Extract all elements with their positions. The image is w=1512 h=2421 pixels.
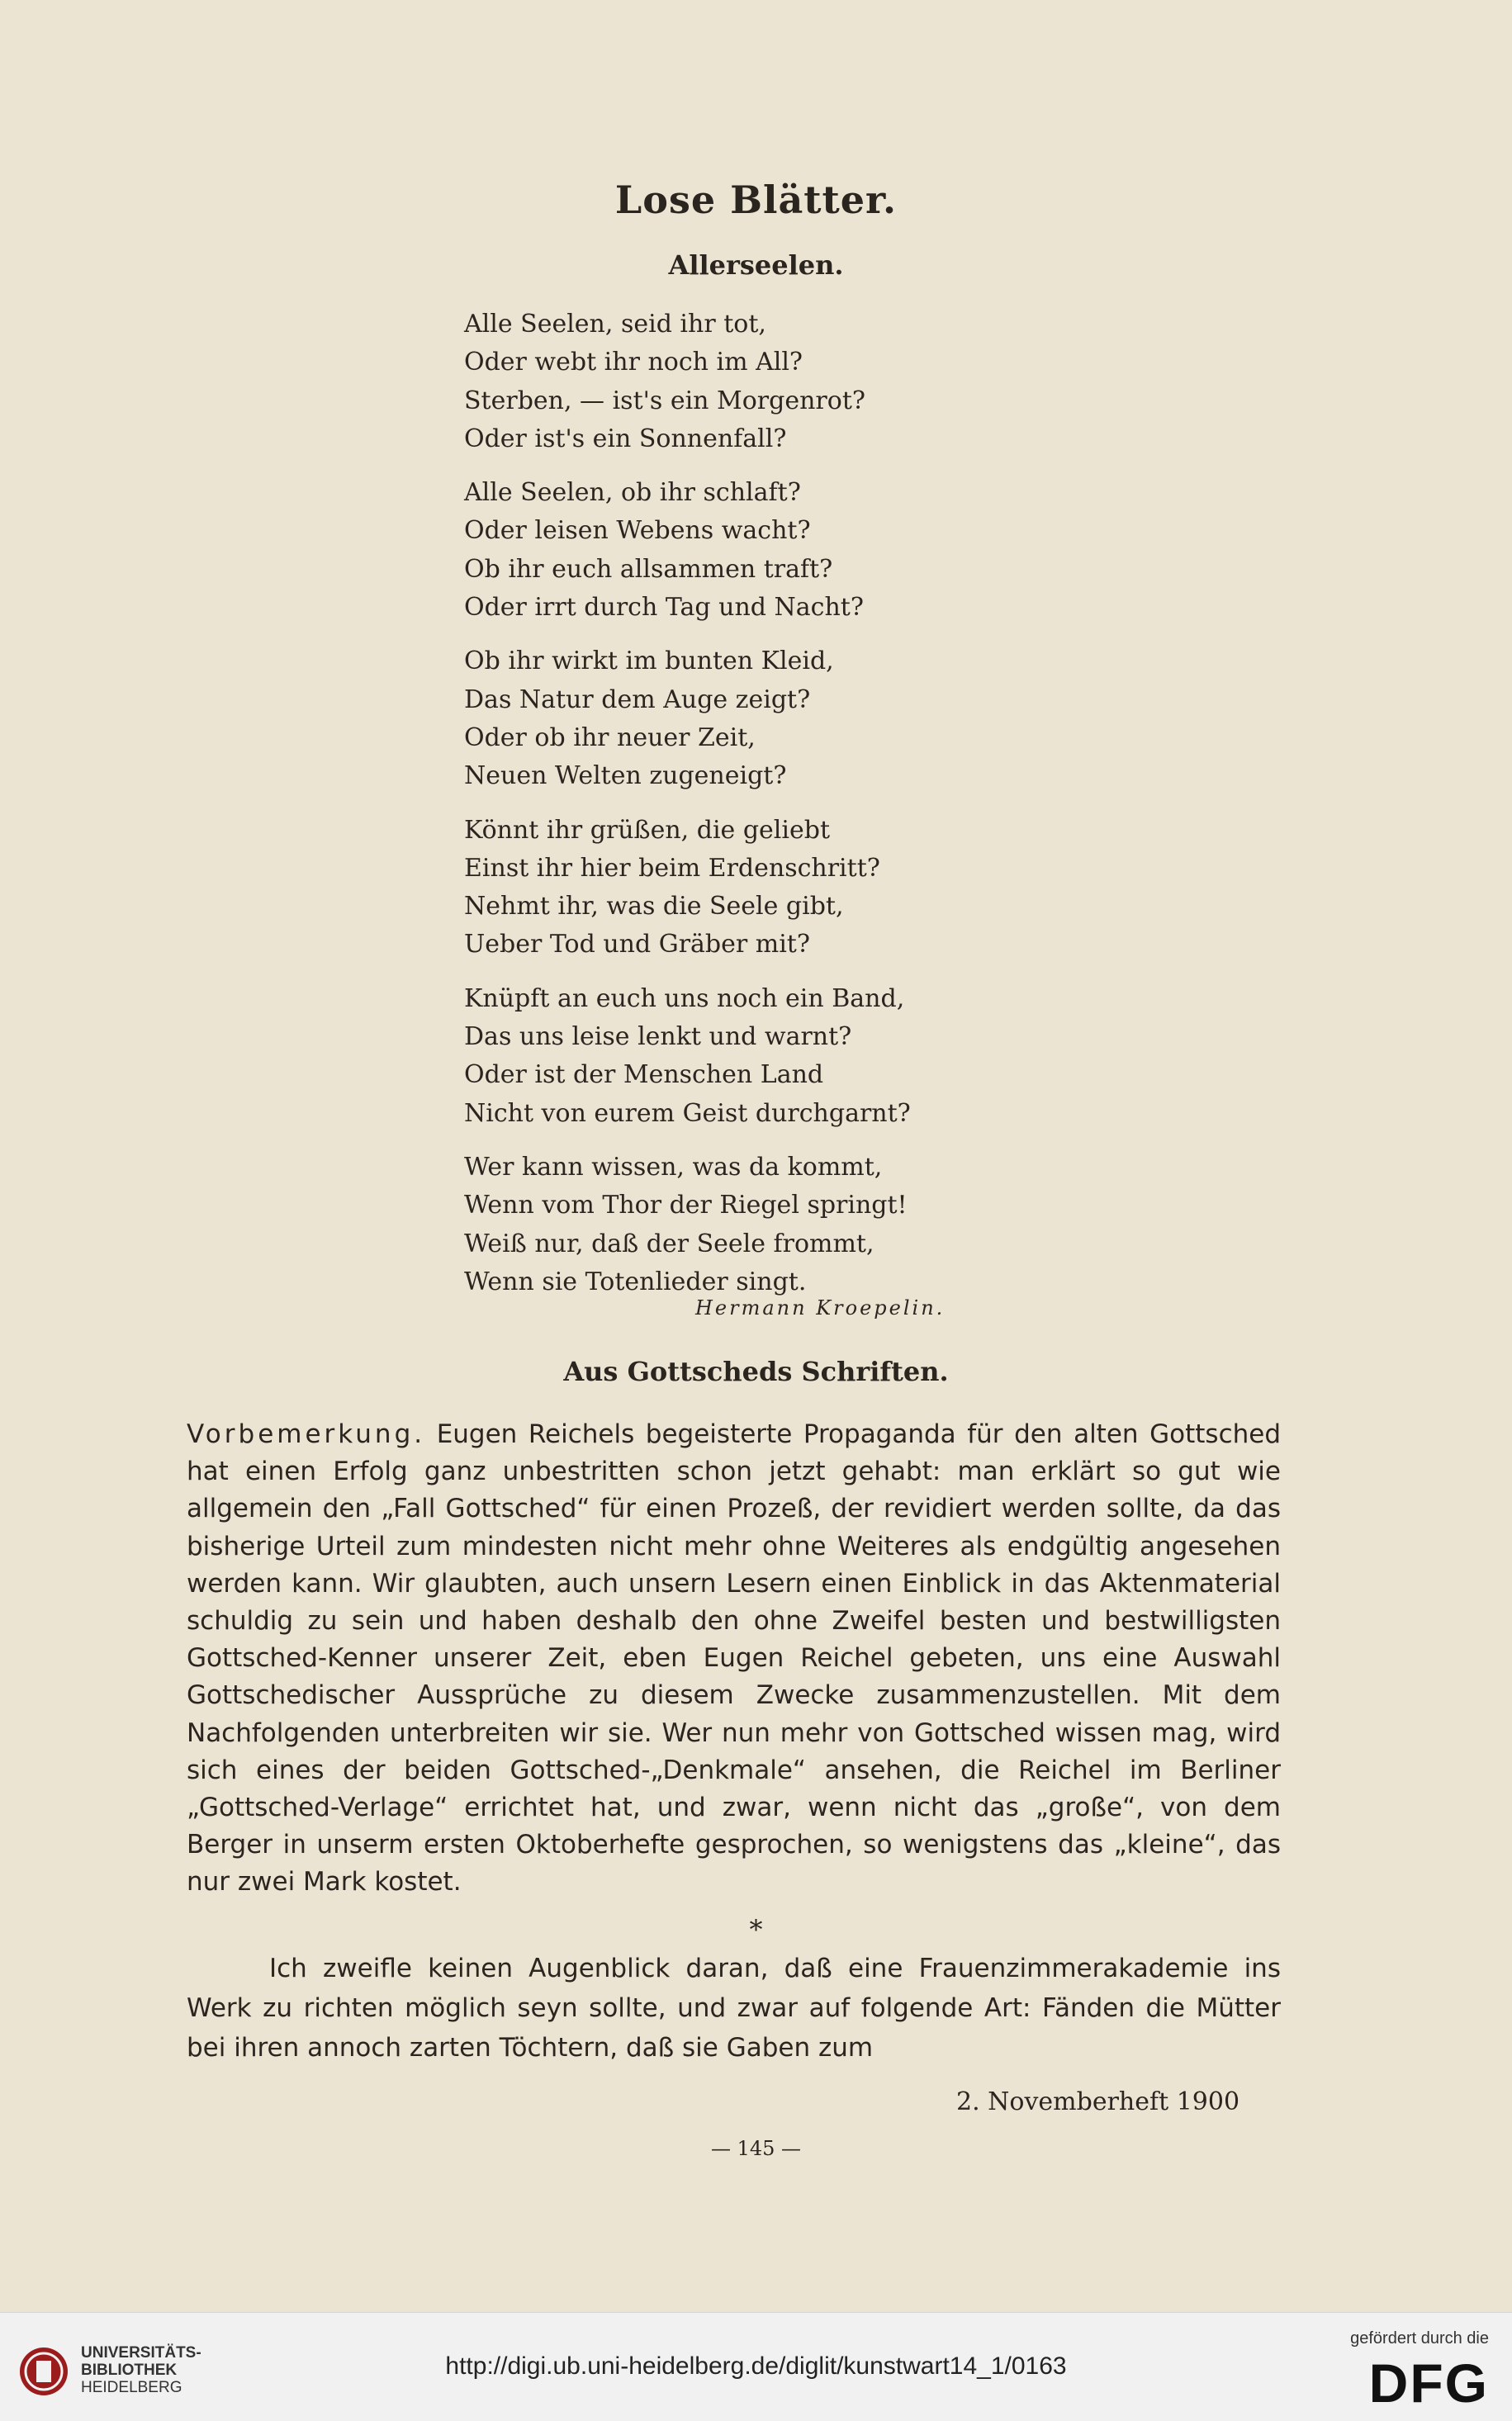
poem-line: Wenn sie Totenlieder singt. [464,1267,807,1296]
section-title: Lose Blätter. [614,178,898,222]
poem-line: Alle Seelen, seid ihr tot, [464,310,766,339]
preface-text: Eugen Reichels begeisterte Propaganda für den alten Gottsched hat einen Erfolg ganz unbestritten schon jetzt gehabt: man erklärt so gut wie allgemein den „Fall Gottsched“ für einen Prozeß, der revidiert werden sollte, da das bisherige Urteil zum mindesten nicht mehr ohne Weiteres als endgültig angesehen werden kann. Wir glaubten, auch unsern Lesern einen Einblick in das Aktenmaterial schuldig zu sein und haben deshalb den ohne Zweifel besten und bestwilligsten Gottsched-Kenner unserer Zeit, eben Eugen Reichel gebeten, uns eine Auswahl Gottschedischer Aussprüche zu diesem Zwecke zusammenzustellen. Mit dem Nachfolgenden unterbreiten wir sie. Wer nun mehr von Gottsched wissen mag, wird sich eines der beiden Gottsched-„Denkmale“ ansehen, die Reichel im Berliner „Gottsched-Verlage“ errichtet hat, und zwar, wenn nicht das „große“, von dem Berger in unserm ersten Oktoberhefte gesprochen, so wenigstens das „kleine“, das nur zwei Mark kostet. [187,1419,1282,1897]
dfg-logo[interactable]: DFG [1368,2352,1489,2414]
poem-line: Oder leisen Webens wacht? [464,516,811,546]
section-divider: * [749,1914,763,1945]
poem-line: Nehmt ihr, was die Seele gibt, [464,892,844,921]
permalink-url[interactable]: http://digi.ub.uni-heidelberg.de/diglit/kunstwart14_1/0163 [445,2352,1067,2380]
poem-line: Ob ihr wirkt im bunten Kleid, [464,647,834,676]
logo-line: HEIDELBERG [81,2379,182,2396]
poem-line: Das Natur dem Auge zeigt? [464,685,811,714]
issue-label: 2. Novemberheft 1900 [956,2087,1240,2116]
funder-label: gefördert durch die [1350,2329,1489,2348]
viewer-footer [0,2312,1512,2421]
essay-paragraph: Ich zweifle keinen Augenblick daran, daß eine Frauenzimmerakademie ins Werk zu richten möglich seyn sollte, und zwar auf folgende Art: Fänden die Mütter bei ihren annoch zarten Töchtern, daß sie Gaben zum [187,1954,1281,2063]
poem-stanza [464,306,1125,458]
essay-title: Aus Gottscheds Schriften. [563,1356,949,1387]
essay-preface [187,1416,1281,1902]
poem-line: Könnt ihr grüßen, die geliebt [464,815,830,845]
poem-line: Das uns leise lenkt und warnt? [464,1022,852,1052]
poem-line: Alle Seelen, ob ihr schlaft? [464,478,801,508]
poem-line: Oder webt ihr noch im All? [464,348,803,377]
poem-line: Knüpft an euch uns noch ein Band, [464,983,905,1013]
poem-line: Wenn vom Thor der Riegel springt! [464,1191,908,1220]
poem-line: Oder irrt durch Tag und Nacht? [464,593,864,623]
poem-stanza [464,980,1125,1133]
poem-line: Oder ist der Menschen Land [464,1060,824,1090]
poem-line: Nicht von eurem Geist durchgarnt? [464,1098,911,1128]
poem-line: Wer kann wissen, was da kommt, [464,1152,883,1182]
poem-author: Hermann Kroepelin. [695,1296,946,1319]
logo-line: UNIVERSITÄTS- [81,2344,201,2362]
poem-line: Weiß nur, daß der Seele frommt, [464,1229,874,1258]
preface-lead-word: Vorbemerkung. [187,1419,426,1449]
page-number: — 145 — [710,2137,802,2160]
poem-title: Allerseelen. [668,249,844,281]
logo-line: BIBLIOTHEK [81,2362,178,2379]
poem-stanza [464,642,1125,795]
poem-stanza [464,812,1125,964]
poem-body [464,306,1125,1317]
poem-line: Sterben, — ist's ein Morgenrot? [464,386,865,415]
poem-stanza [464,474,1125,627]
poem-line: Neuen Welten zugeneigt? [464,761,787,791]
poem-line: Oder ist's ein Sonnenfall? [464,424,787,453]
essay-text [187,1949,1281,2068]
poem-line: Einst ihr hier beim Erdenschritt? [464,853,880,883]
poem-line: Oder ob ihr neuer Zeit, [464,723,756,752]
poem-line: Ueber Tod und Gräber mit? [464,930,810,959]
poem-line: Ob ihr euch allsammen traft? [464,554,833,584]
poem-stanza [464,1149,1125,1301]
